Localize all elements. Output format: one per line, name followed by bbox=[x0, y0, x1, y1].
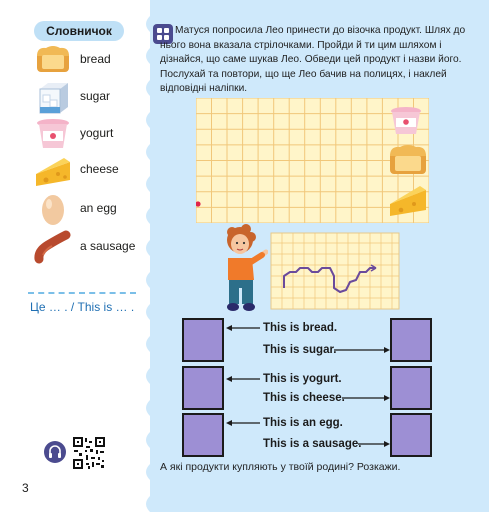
sentence-sausage: This is a sausage. bbox=[263, 438, 362, 450]
sentence-bread: This is bread. bbox=[263, 322, 338, 334]
sticker-box-left-3[interactable] bbox=[182, 413, 224, 457]
sticker-box-left-1[interactable] bbox=[182, 318, 224, 362]
sentence-sugar: This is sugar. bbox=[263, 344, 337, 356]
shelf-grid bbox=[196, 98, 429, 223]
arrow-left-icon bbox=[226, 323, 260, 333]
bread-icon bbox=[34, 42, 74, 78]
shelf-yogurt-icon bbox=[391, 107, 421, 134]
yogurt-icon bbox=[34, 116, 74, 152]
vocabulary-title: Словничок bbox=[34, 21, 124, 41]
sentence-egg: This is an egg. bbox=[263, 417, 343, 429]
task-instructions: Матуся попросила Лео принести до візочка продукт. Шлях до нього вона вказала стрілочками. Пройди й ти цим шляхом і дізнайся, що саме шукав Лео. Обведи цей продукт і назви його. Послухай та повтори, що ще Лео бачив на полицях, і наклей відповідні наліпки. bbox=[160, 25, 466, 95]
sticker-box-right-2[interactable] bbox=[390, 366, 432, 410]
arrow-right-icon bbox=[342, 393, 390, 403]
phrase-pattern: Це … . / This is … . bbox=[30, 300, 135, 314]
vocab-word: cheese bbox=[80, 162, 119, 176]
sticker-box-right-1[interactable] bbox=[390, 318, 432, 362]
vocab-item-sugar bbox=[34, 79, 144, 115]
vocab-word: a sausage bbox=[80, 239, 136, 253]
vocab-word: bread bbox=[80, 52, 111, 66]
arrow-left-icon bbox=[226, 418, 260, 428]
vocab-word: yogurt bbox=[80, 126, 114, 140]
route-hint-sheet bbox=[270, 232, 400, 310]
vocab-item-sausage bbox=[34, 229, 144, 265]
discussion-question: А які продукти купляють у твоїй родині? Розкажи. bbox=[160, 461, 401, 473]
headphones-icon[interactable] bbox=[44, 441, 66, 463]
sticker-box-right-3[interactable] bbox=[390, 413, 432, 457]
page-number: 3 bbox=[22, 481, 29, 495]
sugar-box-icon bbox=[34, 79, 74, 115]
vocab-word: sugar bbox=[80, 89, 111, 103]
shelf-bread-icon bbox=[390, 145, 426, 174]
vocab-item-bread bbox=[34, 42, 144, 78]
leo-character bbox=[218, 222, 268, 314]
sausage-icon bbox=[34, 229, 74, 265]
arrow-right-icon bbox=[334, 345, 390, 355]
vocab-item-egg bbox=[34, 191, 144, 227]
sentence-cheese: This is cheese. bbox=[263, 392, 345, 404]
dashed-divider bbox=[28, 292, 136, 294]
egg-icon bbox=[34, 191, 74, 227]
vocab-word: an egg bbox=[80, 201, 117, 215]
vocab-item-yogurt bbox=[34, 116, 144, 152]
arrow-left-icon bbox=[226, 374, 260, 384]
arrow-right-icon bbox=[358, 439, 390, 449]
sticker-box-left-2[interactable] bbox=[182, 366, 224, 410]
sentence-yogurt: This is yogurt. bbox=[263, 373, 342, 385]
cheese-icon bbox=[34, 152, 74, 188]
vocab-item-cheese bbox=[34, 152, 144, 188]
qr-code[interactable] bbox=[72, 436, 106, 470]
